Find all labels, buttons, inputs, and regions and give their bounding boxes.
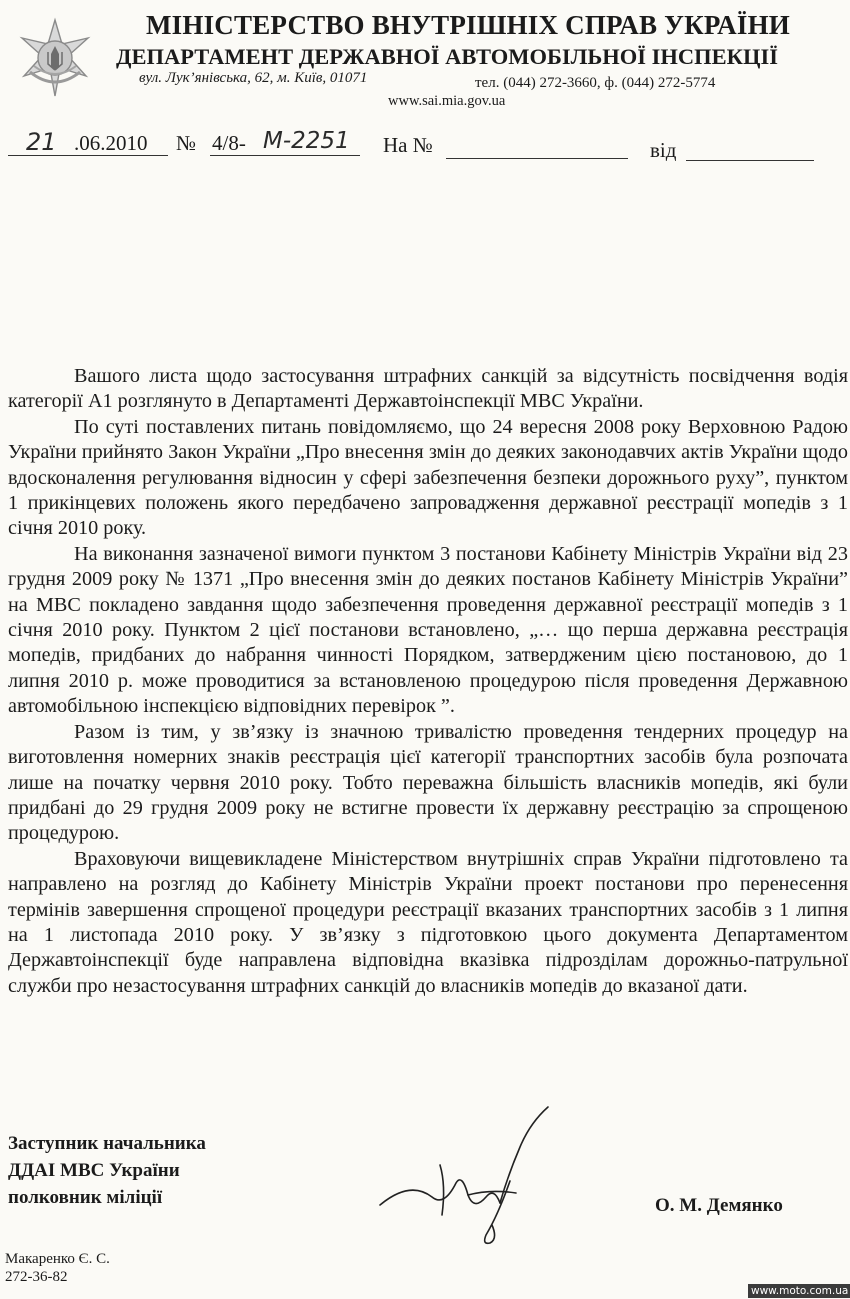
executor-name: Макаренко Є. С.	[5, 1251, 110, 1267]
ministry-title: МІНІСТЕРСТВО ВНУТРІШНІХ СПРАВ УКРАЇНИ	[146, 10, 790, 40]
outgoing-number-handwritten: M-2251	[263, 128, 350, 154]
body-paragraph: На виконання зазначеної вимоги пунктом 3 постанови Кабінету Міністрів України від 23 грудня 2009 року № 1371 „Про внесення змін до деяких постанов Кабінету Міністрів України” на МВС покладено завдання щодо забезпечення проведення державної реєстрації мопедів з 1 січня 2010 року. Пунктом 2 цієї постанови встановлено, „… що перша державна реєстрація мопедів, придбаних до набрання чинності Порядком, затвердженим цією постановою, до 1 липня 2010 р. може проводитися за встановленою процедурою після проведення Державною автомобільною інспекцією відповідних перевірок ”.	[8, 542, 848, 718]
incoming-date-blank	[686, 160, 814, 161]
incoming-number-blank	[446, 158, 628, 159]
date-underline	[8, 155, 168, 156]
phone-fax-line: тел. (044) 272-3660, ф. (044) 272-5774	[475, 75, 716, 91]
number-underline	[210, 155, 360, 156]
outgoing-date-rest: .06.2010	[74, 131, 148, 155]
body-paragraph: Разом із тим, у зв’язку із значною тривалістю проведення тендерних процедур на виготовлення номерних знаків реєстрація цієї категорії транспортних засобів була розпочата лише на початку червня 2010 року. Тобто переважна більшість власників мопедів, які були придбані до 29 грудня 2009 року не встигне провести їх державну реєстрацію за спрощеною процедурою.	[8, 720, 848, 845]
address-line: вул. Лук’янівська, 62, м. Київ, 01071	[139, 70, 368, 86]
letter-body	[8, 364, 848, 999]
incoming-date-label: від	[650, 138, 677, 162]
handwritten-signature	[370, 1085, 570, 1255]
department-title: ДЕПАРТАМЕНТ ДЕРЖАВНОЇ АВТОМОБІЛЬНОЇ ІНСПЕКЦІЇ	[116, 44, 779, 69]
executor-phone: 272-36-82	[5, 1269, 68, 1285]
signatory-position: Заступник начальника	[8, 1133, 206, 1154]
signer-name: О. М. Демянко	[655, 1195, 783, 1216]
website-line: www.sai.mia.gov.ua	[388, 93, 506, 109]
body-paragraph: Враховуючи вищевикладене Міністерством внутрішніх справ України підготовлено та направлено на розгляд до Кабінету Міністрів України проект постанови про перенесення термінів завершення спрощеної процедури реєстрації вказаних транспортних засобів з 1 липня на 1 листопада 2010 року. У зв’язку з підготовкою цього документа Департаментом Державтоінспекції буде направлена відповідна вказівка підрозділам дорожньо-патрульної служби про незастосування штрафних санкцій до власників мопедів до вказаної дати.	[8, 847, 848, 997]
signatory-unit: ДДАІ МВС України	[8, 1160, 180, 1181]
outgoing-date-day: 21	[26, 128, 57, 156]
body-paragraph: Вашого листа щодо застосування штрафних санкцій за відсутність посвідчення водія категорії А1 розглянуто в Департаменті Державтоінспекції МВС України.	[8, 365, 848, 413]
mvs-emblem-icon	[10, 14, 100, 104]
site-watermark: www.moto.com.ua	[748, 1284, 850, 1298]
signatory-rank: полковник міліції	[8, 1187, 163, 1208]
outgoing-number-sign: №	[176, 131, 197, 155]
body-paragraph: По суті поставлених питань повідомляємо, що 24 вересня 2008 року Верховною Радою України прийнято Закон України „Про внесення змін до деяких законодавчих актів України щодо вдосконалення регулювання відносин у сфері забезпечення безпеки дорожнього руху”, пунктом 1 прикінцевих положень якого передбачено запровадження державної реєстрації мопедів з 1 січня 2010 року.	[8, 415, 848, 540]
outgoing-number-printed: 4/8-	[212, 131, 246, 155]
incoming-number-label: На №	[383, 133, 433, 157]
